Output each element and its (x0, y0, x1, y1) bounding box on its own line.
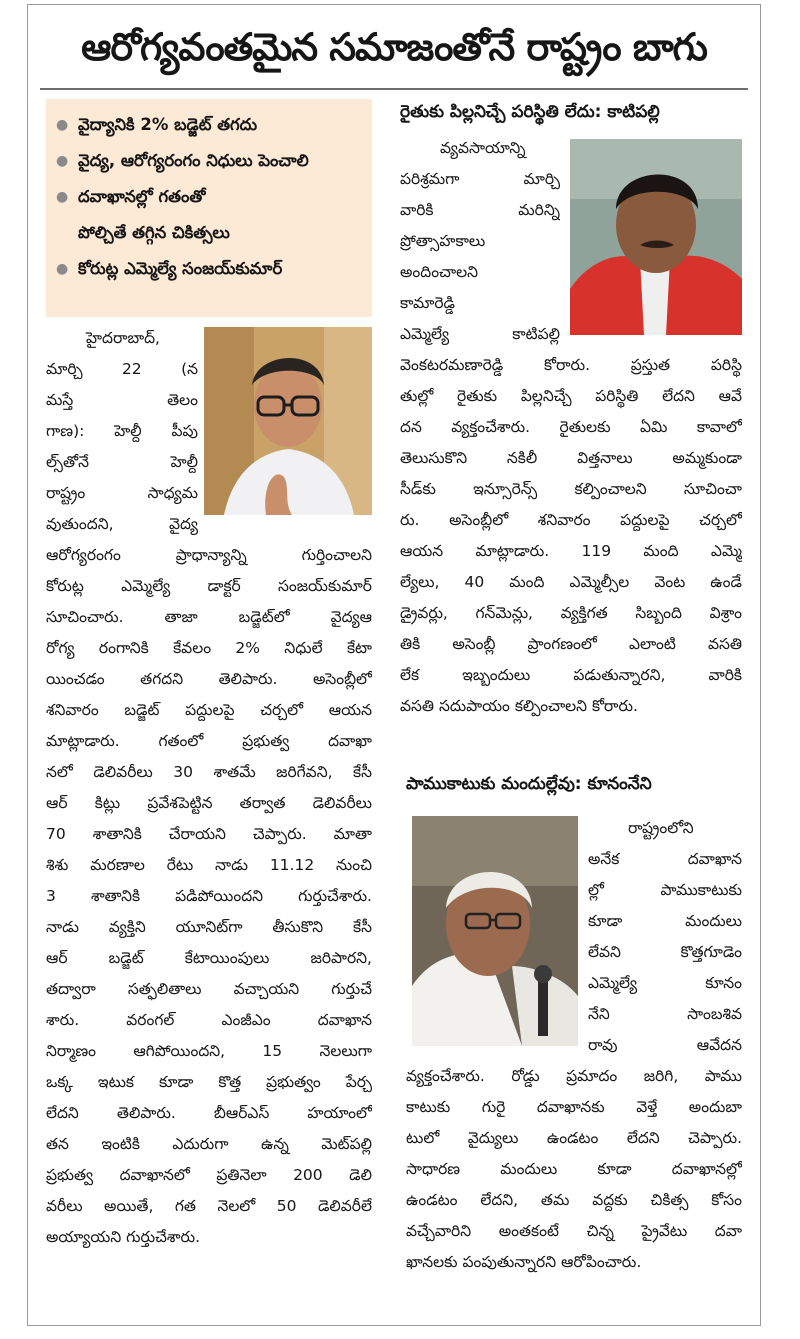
text-line: నేని సాంబశివ (588, 1005, 742, 1023)
text-line: వరీలు అయితే, గత నెలలో 50 డెలివరీలే (46, 1197, 372, 1215)
story2-body (400, 350, 742, 722)
text-line: తికి అసెంబ్లీ ప్రాంగణంలో ఎలాంటి వసతి (400, 635, 742, 653)
text-line: ల్లో పాముకాటుకు (588, 881, 742, 899)
text-line: శిశు మరణాల రేటు నాడు 11.12 నుంచి (46, 856, 372, 874)
text-line: ల్యేలు, 40 మంది ఎమ్మెల్సీల వెంట ఉండే (400, 573, 742, 591)
text-line: రాష్ట్రంలోని (628, 819, 694, 837)
text-line: వచ్చేవారిని అంతకంటే చిన్న ప్రైవేటు దవా (406, 1222, 742, 1240)
highlight-item: ● వైద్య, ఆరోగ్యరంగం నిధులు పెంచాలి (56, 143, 366, 179)
text-line: శారు. వరంగల్ ఎంజీఎం దవాఖాన (46, 1011, 372, 1029)
text-line: మార్చి 22 (న (46, 360, 198, 378)
headline: ఆరోగ్యవంతమైన సమాజంతోనే రాష్ట్రం బాగు (81, 25, 707, 69)
text-line: ఆయన మాట్లాడారు. 119 మంది ఎమ్మె (400, 542, 742, 560)
left-story-intro (46, 323, 198, 540)
text-line: ఆర్ బడ్జెట్ కేటాయింపులు జరిపారని, (46, 949, 372, 967)
story3-body (406, 1061, 742, 1278)
text-line: వుతుందని, వైద్య (46, 515, 198, 533)
mla-katipalli-photo (570, 139, 742, 335)
text-line: అయ్యాయని గుర్తుచేశారు. (46, 1228, 201, 1246)
newspaper-clipping (27, 4, 761, 1326)
highlight-item-continued: పోల్చితే తగ్గిన చికిత్సలు (78, 223, 230, 242)
text-line: అనేక దవాఖాన (588, 850, 742, 868)
text-line: మాట్లాడారు. గతంలో ప్రభుత్వ దవాఖా (46, 732, 372, 750)
highlight-item: ● కోరుట్ల ఎమ్మెల్యే సంజయ్‌కుమార్ (56, 251, 366, 287)
highlight-item: ● దవాఖానల్లో గతంతో (56, 179, 366, 215)
mla-kunamneni-photo (412, 816, 578, 1046)
text-line: టులో వైద్యులు ఉండటం లేదని చెప్పారు. (406, 1129, 742, 1147)
text-line: తన ఇంటికి ఎదురుగా ఉన్న మెట్‌పల్లి (46, 1135, 372, 1153)
text-line: యించడం తగదని తెలిపారు. అసెంబ్లీలో (46, 670, 372, 688)
text-line: కోరుట్ల ఎమ్మెల్యే డాక్టర్ సంజయ్‌కుమార్ (46, 577, 372, 595)
text-line: మస్తే తెలం (46, 391, 198, 409)
text-line: ల్స్‌తోనే హెల్దీ (46, 453, 198, 471)
text-line: అందించాలని (400, 263, 479, 281)
text-line: లేదని తెలిపారు. బీఆర్‌ఎస్ హయాంలో (46, 1104, 372, 1122)
text-line: ఆరోగ్యరంగం ప్రాధాన్యాన్ని గుర్తించాలని (46, 546, 372, 564)
text-line: వ్యక్తంచేశారు. రోడ్డు ప్రమాదం జరిగి, పాము (406, 1067, 742, 1085)
text-line: 70 శాతానికి చేరాయని చెప్పారు. మాతా (46, 825, 372, 843)
text-line: తుల్లో రైతుకు పిల్లనిచ్చే పరిస్థితి లేదని ఆవే (400, 387, 742, 405)
text-line: ఆర్ కిట్లు ప్రవేశపెట్టిన తర్వాత డెలివరీలు (46, 794, 372, 812)
bullet-icon: ● (56, 189, 69, 205)
text-line: కాటుకు గురై దవాఖానకు వెళ్తే అందుబా (406, 1098, 742, 1116)
story2-intro (400, 133, 560, 350)
text-line: రోగ్య రంగానికి కేవలం 2% నిధులే కేటా (46, 639, 372, 657)
headline-rule (40, 88, 748, 90)
text-line: వారికి మరిన్ని (400, 201, 560, 219)
text-line: నిర్మాణం ఆగిపోయిందని, 15 నెలలుగా (46, 1042, 372, 1060)
text-line: నాడు వ్యక్తిని యూనిట్‌గా తీసుకొని కేసీ (46, 918, 372, 936)
text-line: ఎమ్మెల్యే కూనం (588, 974, 742, 992)
text-line: లేవని కొత్తగూడెం (588, 943, 742, 961)
story3-intro (588, 813, 742, 1061)
highlights-box (46, 99, 372, 317)
text-line: ప్రభుత్వ దవాఖానలో ప్రతినెలా 200 డెలి (46, 1166, 372, 1184)
text-line: వసతి సదుపాయం కల్పించాలని కోరారు. (400, 697, 638, 715)
text-line: ఖానలకు పంపుతున్నారని ఆరోపించారు. (406, 1253, 642, 1271)
text-line: 3 శాతానికి పడిపోయిందని గుర్తుచేశారు. (46, 887, 372, 905)
bullet-icon: ● (56, 153, 69, 169)
text-line: నలో డెలివరీలు 30 శాతమే జరిగేవని, కేసీ (46, 763, 372, 781)
left-story-body (46, 540, 372, 1253)
highlight-item: ● వైద్యానికి 2% బడ్జెట్ తగదు (56, 107, 366, 143)
text-line: తెలుసుకొని నకిలీ విత్తనాలు అమ్మకుండా (400, 449, 742, 467)
bullet-icon: ● (56, 261, 69, 277)
text-line: కూడా మందులు (588, 912, 742, 930)
text-line: రాష్ట్రం సాధ్యమ (46, 484, 198, 502)
text-line: శనివారం బడ్జెట్ పద్దులపై చర్చలో ఆయన (46, 701, 372, 719)
text-line: రు. అసెంబ్లీలో శనివారం పద్దులపై చర్చలో (400, 511, 742, 529)
text-line: ఉండటం లేదని, తమ వద్దకు చికిత్స కోసం (406, 1191, 742, 1209)
bullet-icon: ● (56, 117, 69, 133)
text-line: లేక ఇబ్బందులు పడుతున్నారని, వారికి (400, 666, 742, 684)
text-line: తద్వారా సత్ఫలితాలు వచ్చాయని గుర్తుచే (46, 980, 372, 998)
text-line: దన వ్యక్తంచేశారు. రైతులకు ఏమి కావాలో (400, 418, 742, 436)
text-line: గాణ): హెల్దీ పీపు (46, 422, 198, 440)
text-line: డ్రైవర్లు, గన్‌మెన్లు, వ్యక్తిగత సిబ్బంది విశ్రాం (400, 604, 742, 622)
story3-heading: పాముకాటుకు మందుల్లేవు: కూనంనేని (406, 774, 652, 794)
text-line: ఎమ్మెల్యే కాటిపల్లి (400, 325, 560, 343)
mla-sanjay-kumar-photo (204, 327, 372, 515)
text-line: పరిశ్రమగా మార్చి (400, 170, 560, 188)
text-line: కామారెడ్డి (400, 294, 455, 312)
story2-heading: రైతుకు పిల్లనిచ్చే పరిస్థితి లేదు: కాటిపల్లి (400, 102, 660, 122)
text-line: సాధారణ మందులు కూడా దవాఖానల్లో (406, 1160, 742, 1178)
text-line: సీడ్‌కు ఇన్సూరెన్స్ కల్పించాలని సూచించా (400, 480, 742, 498)
text-line: రావు ఆవేదన (588, 1036, 742, 1054)
text-line: హైదరాబాద్, (86, 329, 160, 347)
text-line: ప్రోత్సాహకాలు (400, 232, 486, 250)
text-line: వ్యవసాయాన్ని (440, 139, 526, 157)
text-line: ఒక్క ఇటుక కూడా కొత్త ప్రభుత్వం పేర్చ (46, 1073, 372, 1091)
text-line: వెంకటరమణారెడ్డి కోరారు. ప్రస్తుత పరిస్థి (400, 356, 742, 374)
text-line: సూచించారు. తాజా బడ్జెట్‌లో వైద్యఆ (46, 608, 372, 626)
